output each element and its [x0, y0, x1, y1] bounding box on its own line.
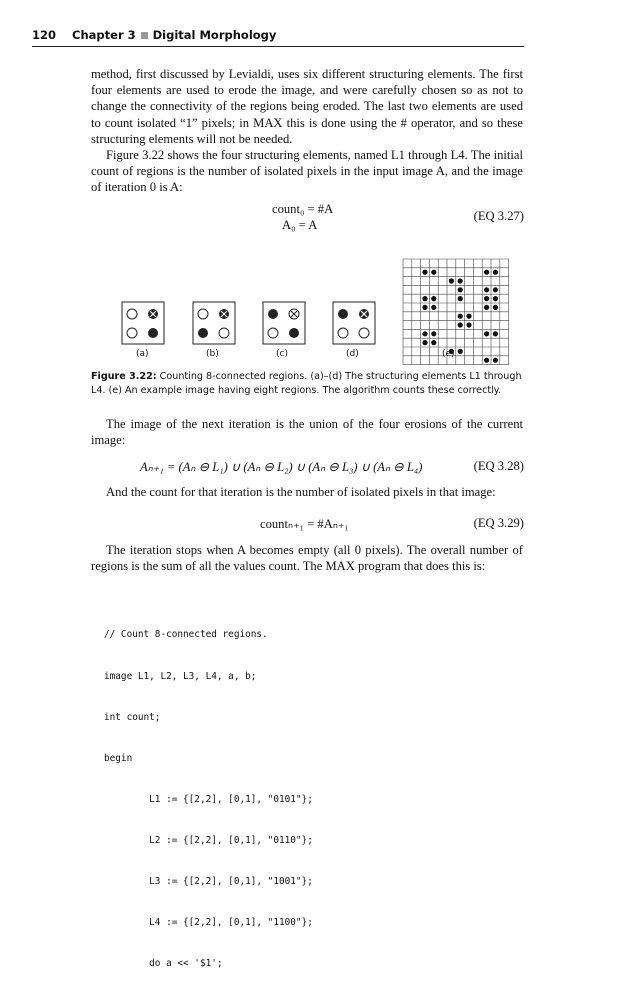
chapter-title: Digital Morphology	[152, 28, 277, 42]
label-e: (e)	[442, 349, 455, 359]
label-a: (a)	[136, 349, 149, 359]
caption-text: Counting 8-connected regions. (a)–(d) The structuring elements L1 through L4. (e) An example image having eight regions. The algorithm counts these correctly.	[91, 371, 522, 396]
code-line: L1 := {[2,2], [0,1], "0101"};	[104, 793, 313, 805]
grid-pixel-dot	[422, 296, 427, 301]
grid-pixel-dot	[458, 296, 463, 301]
label-d: (d)	[346, 349, 359, 359]
grid-pixel-dot	[422, 270, 427, 275]
grid-pixel-dot	[466, 314, 471, 319]
grid-pixel-dot	[466, 322, 471, 327]
grid-pixel-dot	[431, 270, 436, 275]
grid-pixel-dot	[431, 340, 436, 345]
grid-pixel-dot	[458, 278, 463, 283]
code-line: do a << '$1';	[104, 958, 223, 970]
eq-3-28-number: (EQ 3.28)	[473, 459, 524, 473]
eq-3-27-line1: count₀ = #A	[272, 202, 334, 216]
paragraph-2: Figure 3.22 shows the four structuring elements, named L1 through L4. The initial count of regions is the number of isolated pixels in the input image A, and the image of iteration 0 is A:	[91, 148, 523, 195]
label-b: (b)	[206, 349, 219, 359]
grid-pixel-dot	[493, 358, 498, 363]
label-c: (c)	[276, 349, 288, 359]
grid-pixel-dot	[422, 340, 427, 345]
grid-pixel-dot	[431, 331, 436, 336]
structuring-element-L3	[263, 302, 305, 344]
paragraph-1: method, first discussed by Levialdi, uses six different structuring elements. The first four elements are used to erode the image, and were carefully chosen so as not to change the connectivity of the regions being eroded. The last two elements are used to count isolated “1” pixels; in MAX this is done using the # operator, and so these structuring elements will not be needed.	[91, 67, 523, 146]
eq-3-29-number: (EQ 3.29)	[473, 516, 524, 530]
grid-pixel-dot	[458, 287, 463, 292]
code-line: // Count 8-connected regions.	[104, 629, 268, 641]
grid-pixel-dot	[484, 358, 489, 363]
grid-pixel-dot	[493, 287, 498, 292]
grid-pixel-dot	[493, 270, 498, 275]
code-line: L2 := {[2,2], [0,1], "0110"};	[104, 834, 313, 846]
chapter-label: Chapter 3	[72, 28, 136, 42]
grid-pixel-dot	[484, 270, 489, 275]
grid-pixel-dot	[493, 296, 498, 301]
body-text-bottom	[91, 542, 523, 574]
figure-caption	[91, 370, 527, 397]
structuring-element-L1	[122, 302, 164, 344]
eq-3-27-line2: A₀ = A	[282, 218, 318, 232]
body-text-mid	[91, 416, 523, 448]
grid-pixel-dot	[493, 305, 498, 310]
grid-pixel-dot	[422, 305, 427, 310]
figure-3-22	[0, 0, 636, 372]
grid-pixel-dot	[458, 314, 463, 319]
code-line: begin	[104, 752, 133, 764]
page-number: 120	[32, 28, 57, 42]
grid-pixel-dot	[493, 331, 498, 336]
eq-3-29: countₙ₊₁ = #Aₙ₊₁	[260, 517, 349, 531]
grid-pixel-dot	[422, 331, 427, 336]
code-line: L3 := {[2,2], [0,1], "1001"};	[104, 876, 313, 888]
grid-pixel-dot	[431, 305, 436, 310]
eq-3-27-number: (EQ 3.27)	[473, 209, 524, 223]
eq-3-28: Aₙ₊₁ = (Aₙ ⊖ L₁) ∪ (Aₙ ⊖ L₂) ∪ (Aₙ ⊖ L₃) ∪ (Aₙ ⊖ L₄)	[140, 460, 423, 474]
grid-pixel-dot	[484, 331, 489, 336]
code-line: int count;	[104, 711, 161, 723]
structuring-element-L2	[193, 302, 235, 344]
code-line: L4 := {[2,2], [0,1], "1100"};	[104, 917, 313, 929]
grid-pixel-dot	[458, 349, 463, 354]
body-text-count	[91, 484, 523, 500]
paragraph-4: And the count for that iteration is the number of isolated pixels in that image:	[106, 485, 496, 499]
structuring-element-L4	[333, 302, 375, 344]
grid-pixel-dot	[484, 287, 489, 292]
code-line: image L1, L2, L3, L4, a, b;	[104, 670, 257, 682]
grid-pixel-dot	[484, 305, 489, 310]
grid-pixel-dot	[458, 322, 463, 327]
paragraph-5: The iteration stops when A becomes empty (all 0 pixels). The overall number of regions is the sum of all the values count. The MAX program that does this is:	[91, 543, 523, 574]
grid-pixel-dot	[449, 278, 454, 283]
paragraph-3: The image of the next iteration is the union of the four erosions of the current image:	[91, 417, 523, 448]
grid-pixel-dot	[484, 296, 489, 301]
code-listing	[104, 601, 313, 985]
grid-pixel-dot	[431, 296, 436, 301]
example-image-grid	[403, 259, 509, 365]
caption-label: Figure 3.22:	[91, 371, 157, 382]
